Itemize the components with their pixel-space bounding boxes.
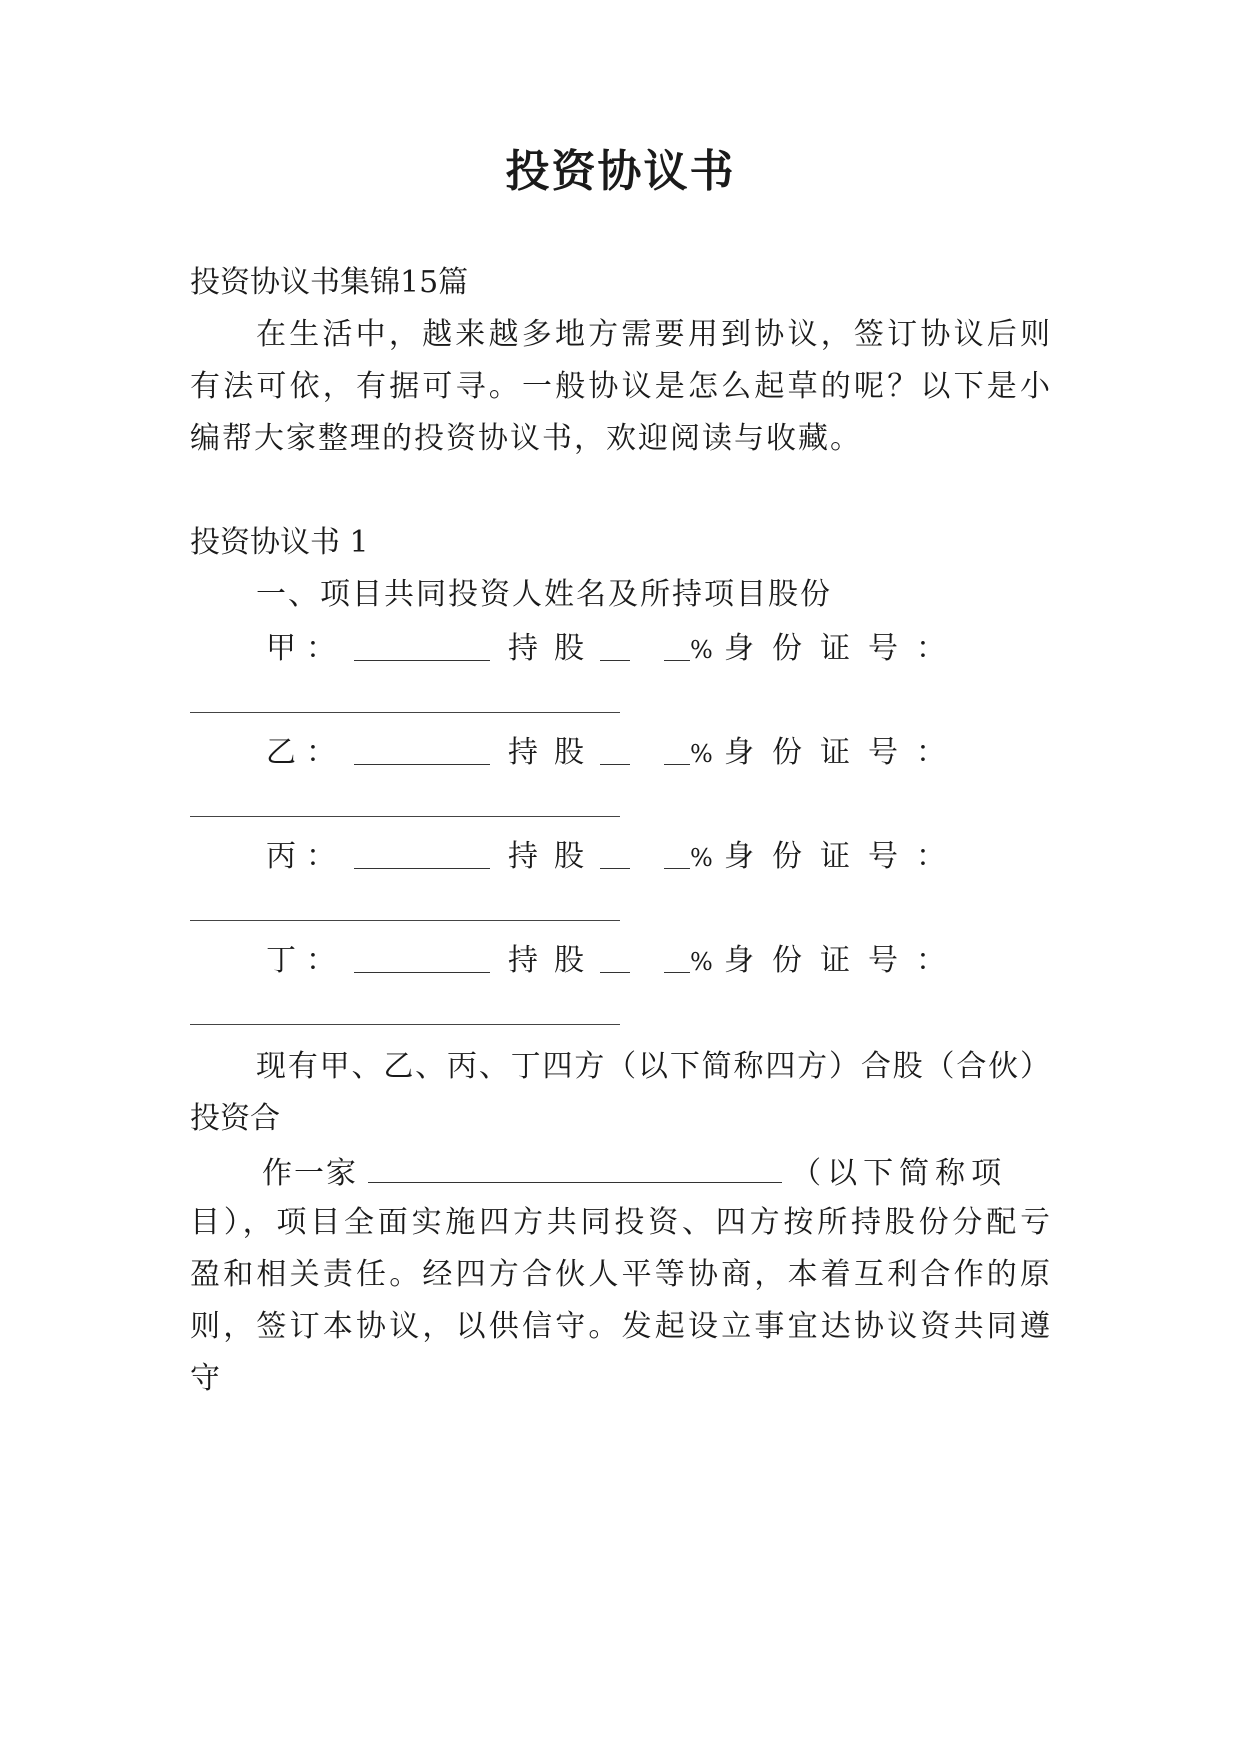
document-subtitle: 投资协议书集锦15篇 [190, 265, 469, 300]
colon: ： [916, 735, 946, 770]
name-blank[interactable] [354, 764, 490, 765]
id-char: 份 [772, 631, 802, 666]
percent-sign: % [690, 844, 713, 872]
document-title: 投资协议书 [505, 146, 736, 197]
intro-line-3: 编帮大家整理的投资协议书，欢迎阅读与收藏。 [190, 421, 862, 456]
id-char: 身 [724, 735, 754, 770]
colon: ： [306, 839, 336, 874]
id-char: 证 [820, 839, 850, 874]
project-name-blank[interactable] [368, 1156, 782, 1183]
id-char: 身 [724, 943, 754, 978]
name-blank[interactable] [354, 972, 490, 973]
name-blank[interactable] [354, 660, 490, 661]
body-line-3-start: 作一家 [262, 1156, 358, 1191]
party-name: 丙 [266, 839, 296, 874]
id-char: 证 [820, 735, 850, 770]
intro-line-1: 在生活中，越来越多地方需要用到协议，签订协议后则 [256, 317, 1050, 352]
party-row [190, 735, 1050, 774]
body-line-3-end: （以下简称项 [791, 1156, 1008, 1191]
party-row [190, 839, 1050, 878]
body-line-4: 目），项目全面实施四方共同投资、四方按所持股份分配亏 [190, 1205, 1050, 1240]
id-char: 号 [868, 839, 898, 874]
party-row [190, 631, 1050, 670]
share-blank-b[interactable] [664, 868, 690, 869]
colon: ： [916, 943, 946, 978]
hold-label: 持 [508, 839, 538, 874]
intro-line-2: 有法可依，有据可寻。一般协议是怎么起草的呢？以下是小 [190, 369, 1050, 404]
party-name: 丁 [266, 943, 296, 978]
id-number-blank[interactable] [190, 920, 620, 921]
colon: ： [306, 943, 336, 978]
hold-label: 持 [508, 735, 538, 770]
body-line-2: 投资合 [190, 1101, 280, 1136]
name-blank[interactable] [354, 868, 490, 869]
id-number-blank[interactable] [190, 1024, 620, 1025]
body-line-1: 现有甲、乙、丙、丁四方（以下简称四方）合股（合伙） [256, 1049, 1050, 1084]
percent-sign: % [690, 740, 713, 768]
body-line-7: 守 [190, 1361, 220, 1396]
id-char: 份 [772, 839, 802, 874]
id-char: 证 [820, 943, 850, 978]
body-line-5: 盈和相关责任。经四方合伙人平等协商，本着互利合作的原 [190, 1257, 1050, 1292]
body-line-3 [262, 1156, 1050, 1189]
hold-label: 持 [508, 943, 538, 978]
id-char: 身 [724, 631, 754, 666]
colon: ： [306, 735, 336, 770]
party-row [190, 943, 1050, 982]
share-label: 股 [554, 839, 584, 874]
share-label: 股 [554, 735, 584, 770]
share-label: 股 [554, 943, 584, 978]
section-title: 投资协议书 1 [190, 525, 369, 560]
id-number-blank[interactable] [190, 816, 620, 817]
share-blank-a[interactable] [600, 868, 630, 869]
share-blank-a[interactable] [600, 764, 630, 765]
percent-sign: % [690, 636, 713, 664]
id-char: 份 [772, 943, 802, 978]
body-line-6: 则，签订本协议，以供信守。发起设立事宜达协议资共同遵 [190, 1309, 1050, 1344]
id-char: 号 [868, 735, 898, 770]
id-number-blank[interactable] [190, 712, 620, 713]
share-blank-b[interactable] [664, 764, 690, 765]
id-char: 证 [820, 631, 850, 666]
share-blank-a[interactable] [600, 972, 630, 973]
party-name: 乙 [266, 735, 296, 770]
colon: ： [916, 839, 946, 874]
share-blank-a[interactable] [600, 660, 630, 661]
percent-sign: % [690, 948, 713, 976]
clause-heading: 一、项目共同投资人姓名及所持项目股份 [256, 577, 832, 612]
colon: ： [916, 631, 946, 666]
share-blank-b[interactable] [664, 972, 690, 973]
id-char: 号 [868, 943, 898, 978]
id-char: 号 [868, 631, 898, 666]
id-char: 份 [772, 735, 802, 770]
party-name: 甲 [266, 631, 296, 666]
share-label: 股 [554, 631, 584, 666]
share-blank-b[interactable] [664, 660, 690, 661]
colon: ： [306, 631, 336, 666]
id-char: 身 [724, 839, 754, 874]
hold-label: 持 [508, 631, 538, 666]
